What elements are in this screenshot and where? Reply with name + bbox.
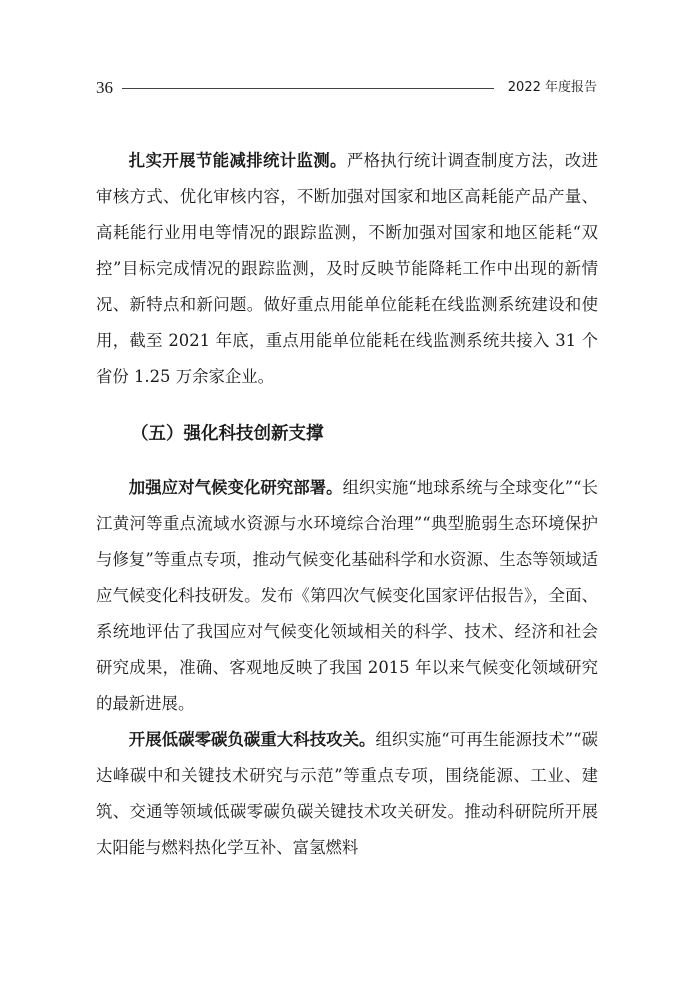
paragraph-lead: 加强应对气候变化研究部署。 (128, 478, 343, 497)
paragraph-text: 组织实施“可再生能源技术”“碳达峰碳中和关键技术研究与示范”等重点专项，围绕能源、工业、建筑、交通等领域低碳零碳负碳关键技术攻关研发。推动科研院所开展太阳能与燃料热化学互补、富氢燃料 (96, 730, 598, 857)
paragraph-low-carbon-tech (96, 722, 598, 866)
paragraph-climate-research (96, 470, 598, 722)
paragraph-text: 严格执行统计调查制度方法，改进审核方式、优化审核内容，不断加强对国家和地区高耗能产品产量、高耗能行业用电等情况的跟踪监测，不断加强对国家和地区能耗“双控”目标完成情况的跟踪监测，及时反映节能降耗工作中出现的新情况、新特点和新问题。做好重点用能单位能耗在线监测系统建设和使用，截至 2021 年底，重点用能单位能耗在线监测系统共接入 31 个省份 1.25 万余家企业。 (96, 151, 599, 386)
paragraph-lead: 扎实开展节能减排统计监测。 (128, 151, 347, 170)
paragraph-text: 组织实施“地球系统与全球变化”“长江黄河等重点流域水资源与水环境综合治理”“典型脆弱生态环境保护与修复”等重点专项，推动气候变化基础科学和水资源、生态等领域适应气候变化科技研发。发布《第四次气候变化国家评估报告》，全面、系统地评估了我国应对气候变化领域相关的科学、技术、经济和社会研究成果，准确、客观地反映了我国 2015 年以来气候变化领域研究的最新进展。 (96, 478, 598, 713)
document-body (96, 143, 598, 866)
report-title: 2022 年度报告 (507, 80, 597, 95)
paragraph-lead: 开展低碳零碳负碳重大科技攻关。 (128, 730, 376, 749)
paragraph-energy-monitoring (96, 143, 598, 395)
header-rule (122, 88, 494, 89)
section-heading: （五）强化科技创新支撑 (131, 424, 324, 444)
page-header (96, 76, 597, 100)
page-number: 36 (96, 78, 113, 97)
